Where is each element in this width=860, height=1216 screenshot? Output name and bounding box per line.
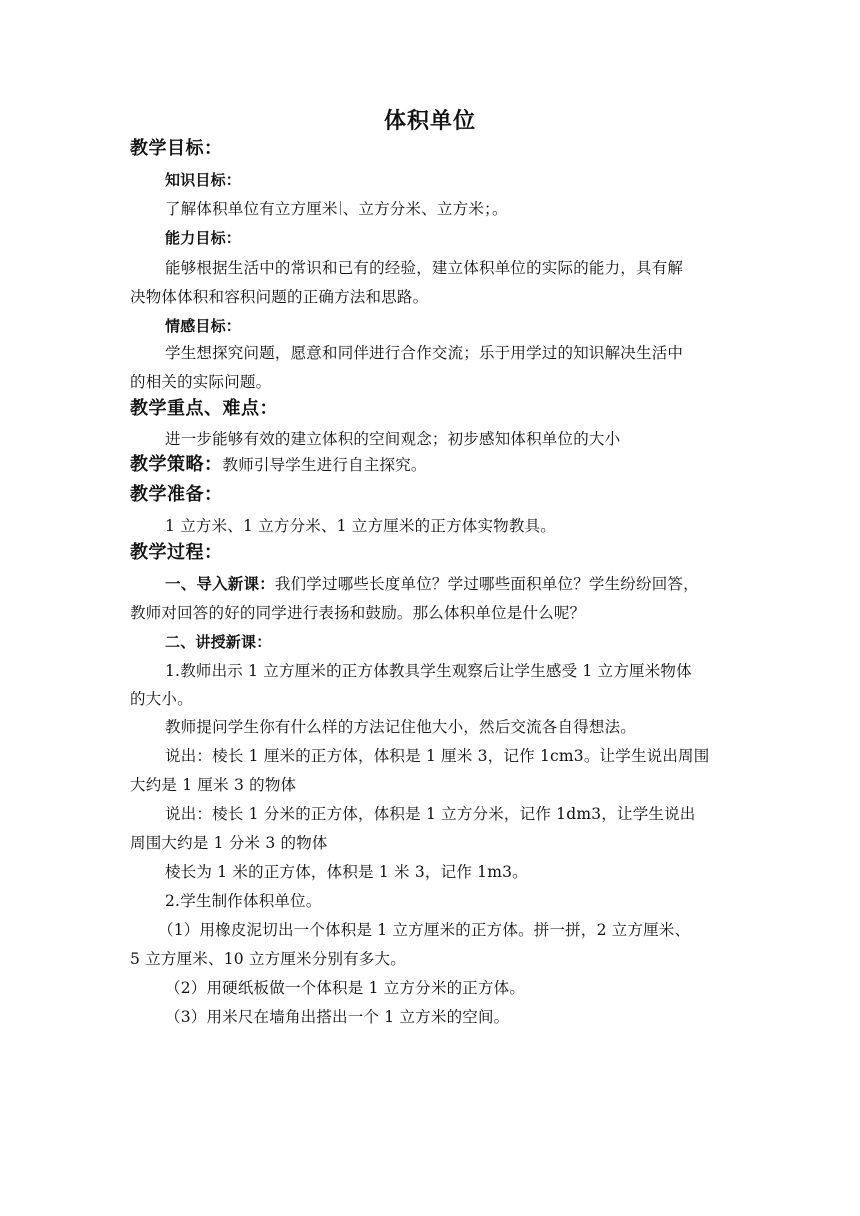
step2-line: 2.学生制作体积单位。 bbox=[165, 892, 322, 910]
intro-line1 bbox=[165, 573, 699, 595]
key-points-heading: 教学重点、难点： bbox=[130, 398, 278, 419]
activity1-line2: 5 立方厘米、10 立方厘米分别有多大。 bbox=[130, 950, 406, 968]
intro-label: 一、导入新课： bbox=[165, 575, 275, 593]
ability-objective-label: 能力目标： bbox=[165, 229, 242, 247]
activity3-line: （3）用米尺在墙角出搭出一个 1 立方米的空间。 bbox=[165, 1008, 510, 1026]
knowledge-text-part1: 了解体积单位有立方厘米 bbox=[165, 200, 338, 218]
activity2-line: （2）用硬纸板做一个体积是 1 立方分米的正方体。 bbox=[165, 979, 526, 997]
knowledge-objective-text bbox=[165, 198, 508, 220]
ability-objective-line2: 决物体体积和容积问题的正确方法和思路。 bbox=[130, 288, 429, 306]
ability-objective-line1: 能够根据生活中的常识和已有的经验，建立体积单位的实际的能力，具有解 bbox=[165, 259, 684, 277]
emotion-objective-label: 情感目标： bbox=[165, 317, 242, 335]
new-lesson-label: 二、讲授新课： bbox=[165, 633, 272, 651]
key-points-text: 进一步能够有效的建立体积的空间观念；初步感知体积单位的大小 bbox=[165, 430, 621, 448]
cm3-line1: 说出：棱长 1 厘米的正方体，体积是 1 厘米 3，记作 1cm3。让学生说出周围 bbox=[165, 747, 710, 765]
document-title: 体积单位 bbox=[383, 109, 476, 134]
dm3-line1: 说出：棱长 1 分米的正方体，体积是 1 立方分米，记作 1dm3，让学生说出 bbox=[165, 805, 696, 823]
preparation-heading: 教学准备： bbox=[130, 484, 223, 505]
strategy-heading: 教学策略： bbox=[130, 454, 223, 475]
cm3-line2: 大约是 1 厘米 3 的物体 bbox=[130, 776, 297, 794]
text-cursor bbox=[340, 201, 341, 215]
process-heading: 教学过程： bbox=[130, 542, 223, 563]
teacher-question: 教师提问学生你有什么样的方法记住他大小，然后交流各自得想法。 bbox=[165, 718, 637, 736]
step1-line2: 的大小。 bbox=[130, 690, 193, 708]
strategy-row bbox=[130, 454, 427, 476]
objectives-heading: 教学目标： bbox=[130, 138, 223, 159]
knowledge-text-part2: 、立方分米、立方米；。 bbox=[342, 200, 508, 218]
step1-line1: 1.教师出示 1 立方厘米的正方体教具学生观察后让学生感受 1 立方厘米物体 bbox=[165, 662, 692, 680]
intro-line2: 教师对回答的好的同学进行表扬和鼓励。那么体积单位是什么呢？ bbox=[130, 604, 586, 622]
activity1-line1: （1）用橡皮泥切出一个体积是 1 立方厘米的正方体。拼一拼，2 立方厘米、 bbox=[158, 921, 691, 939]
knowledge-objective-label: 知识目标： bbox=[165, 171, 242, 189]
m3-line: 棱长为 1 米的正方体，体积是 1 米 3，记作 1m3。 bbox=[165, 863, 528, 881]
strategy-text: 教师引导学生进行自主探究。 bbox=[222, 456, 427, 474]
dm3-line2: 周围大约是 1 分米 3 的物体 bbox=[130, 834, 328, 852]
preparation-text: 1 立方米、1 立方分米、1 立方厘米的正方体实物教具。 bbox=[165, 517, 556, 535]
emotion-objective-line2: 的相关的实际问题。 bbox=[130, 373, 272, 391]
emotion-objective-line1: 学生想探究问题，愿意和同伴进行合作交流；乐于用学过的知识解决生活中 bbox=[165, 344, 684, 362]
intro-text: 我们学过哪些长度单位？学过哪些面积单位？学生纷纷回答， bbox=[274, 575, 699, 593]
